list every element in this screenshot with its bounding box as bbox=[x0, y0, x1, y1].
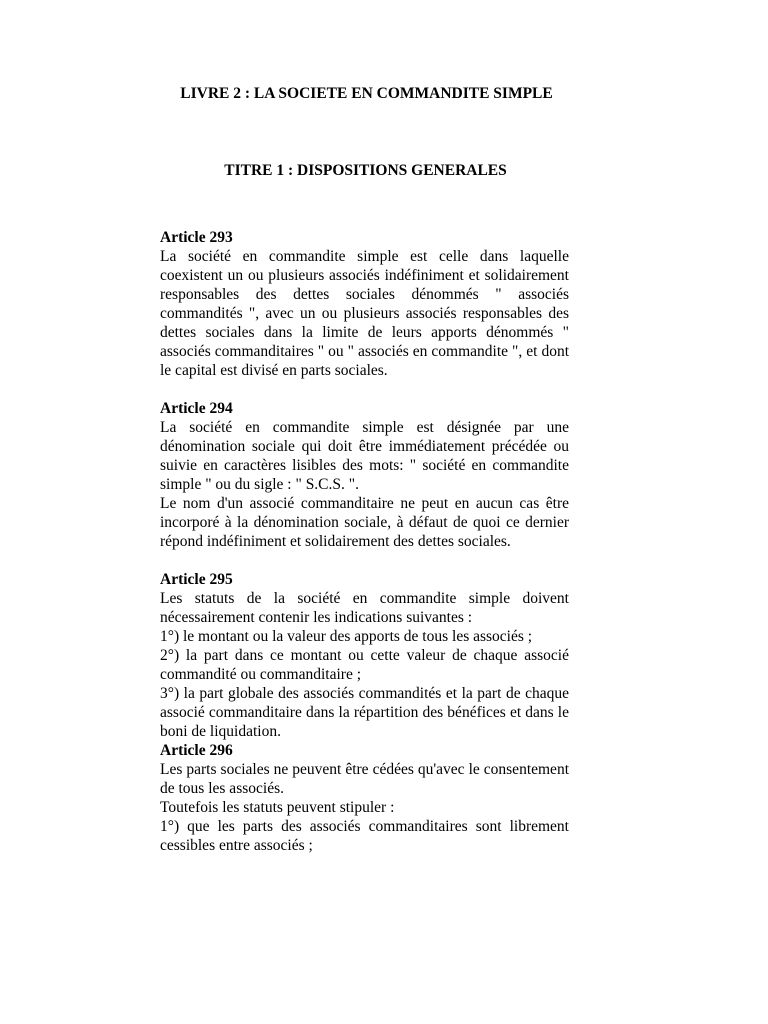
article-296 bbox=[160, 741, 569, 855]
article-paragraph: Les statuts de la société en commandite simple doivent nécessairement contenir les indications suivantes : bbox=[160, 590, 569, 626]
article-heading: Article 296 bbox=[160, 742, 233, 759]
article-list-item: 1°) que les parts des associés commanditaires sont librement cessibles entre associés ; bbox=[160, 818, 569, 854]
article-list-item: 2°) la part dans ce montant ou cette valeur de chaque associé commandité ou commanditaire ; bbox=[160, 647, 569, 683]
article-294 bbox=[160, 399, 569, 551]
article-paragraph: Les parts sociales ne peuvent être cédées qu'avec le consentement de tous les associés. bbox=[160, 761, 569, 797]
article-heading: Article 295 bbox=[160, 571, 233, 588]
document-page bbox=[160, 84, 569, 855]
articles-list bbox=[160, 228, 569, 855]
article-293 bbox=[160, 228, 569, 380]
article-paragraph: Toutefois les statuts peuvent stipuler : bbox=[160, 799, 395, 816]
article-paragraph: La société en commandite simple est désignée par une dénomination sociale qui doit être immédiatement précédée ou suivie en caractères lisibles des mots: " société en commandite simple " ou du sigle : " S.C.S. ". bbox=[160, 419, 569, 493]
article-heading: Article 294 bbox=[160, 400, 233, 417]
article-paragraph: La société en commandite simple est celle dans laquelle coexistent un ou plusieurs associés indéfiniment et solidairement responsables des dettes sociales dénommés " associés commandités ", avec un ou plusieurs associés responsables des dettes sociales dans la limite de leurs apports dénommés " associés commanditaires " ou " associés en commandite ", et dont le capital est divisé en parts sociales. bbox=[160, 248, 569, 379]
article-list-item: 3°) la part globale des associés commandités et la part de chaque associé commanditaire dans la répartition des bénéfices et dans le boni de liquidation. bbox=[160, 685, 569, 740]
article-list-item: 1°) le montant ou la valeur des apports de tous les associés ; bbox=[160, 628, 533, 645]
article-295 bbox=[160, 570, 569, 741]
article-heading: Article 293 bbox=[160, 229, 233, 246]
section-title: TITRE 1 : DISPOSITIONS GENERALES bbox=[224, 162, 507, 179]
article-paragraph: Le nom d'un associé commanditaire ne peut en aucun cas être incorporé à la dénomination sociale, à défaut de quoi ce dernier répond indéfiniment et solidairement des dettes sociales. bbox=[160, 495, 569, 550]
book-title: LIVRE 2 : LA SOCIETE EN COMMANDITE SIMPLE bbox=[180, 85, 553, 102]
